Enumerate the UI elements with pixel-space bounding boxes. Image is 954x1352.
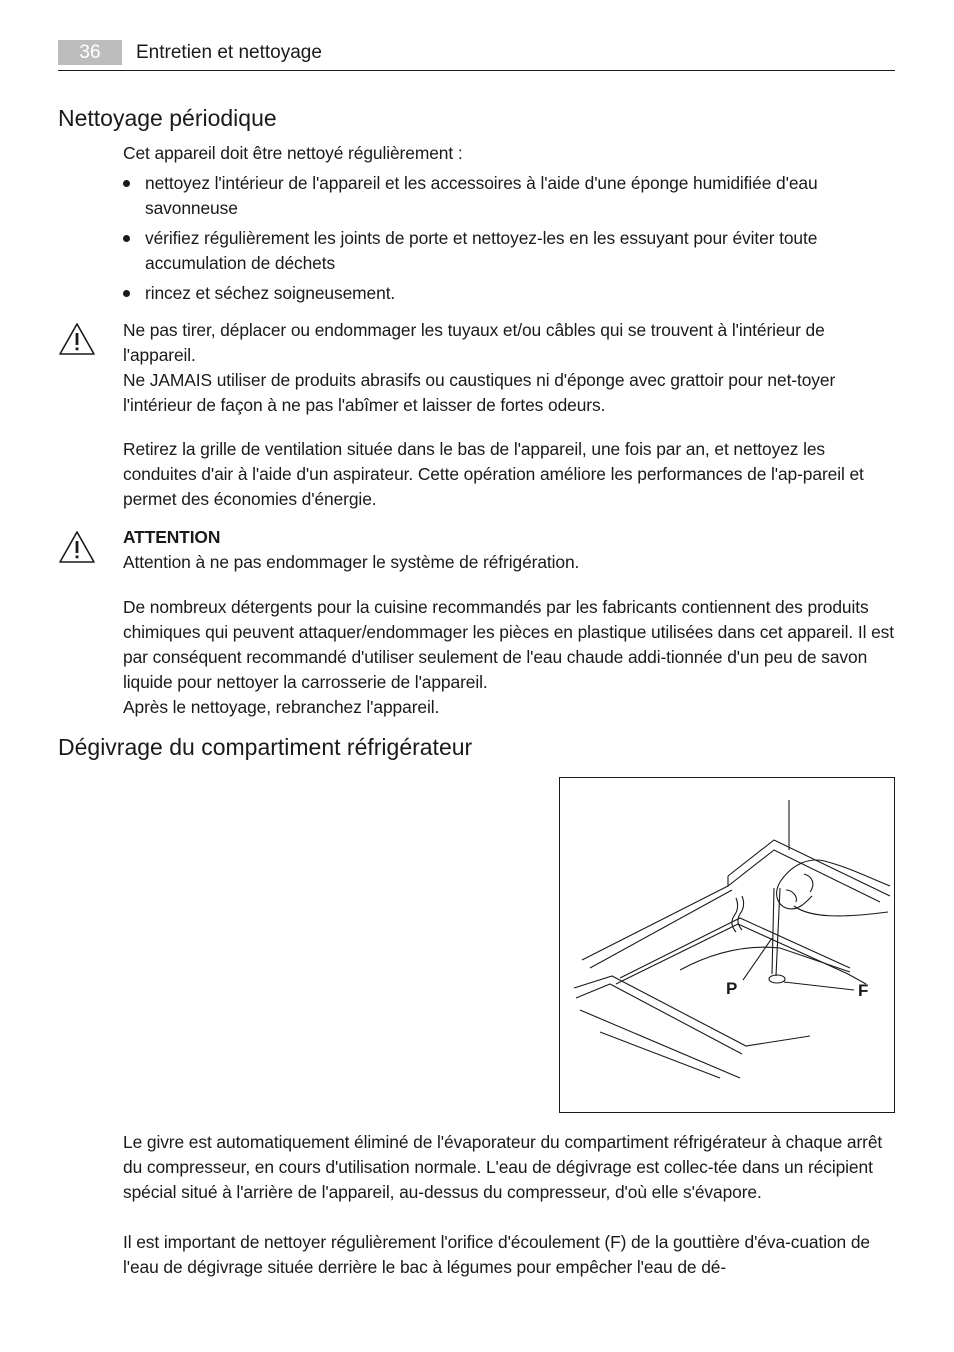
warning-cables: Ne pas tirer, déplacer ou endommager les tuyaux et/ou câbles qui se trouvent à l'intérieur de l'appareil. <box>123 320 825 365</box>
attention-title: ATTENTION <box>123 527 221 547</box>
cleaning-intro: Cet appareil doit être nettoyé régulièrement : <box>123 143 463 163</box>
defrost-drain-illustration <box>559 777 895 1113</box>
list-item: rincez et séchez soigneusement. <box>123 281 898 306</box>
detergents-paragraph: De nombreux détergents pour la cuisine recommandés par les fabricants contiennent des produits chimiques qui peuvent attaquer/endommager les pièces en plastique utilisées dans cet appareil. Il est par conséquent recommandé d'utiliser seulement de l'eau chaude addi-tionnée d'un peu de savon liquide pour nettoyer la carrosserie de l'appareil. <box>123 597 895 692</box>
list-item: vérifiez régulièrement les joints de porte et nettoyez-les en les essuyant pour éviter toute accumulation de déchets <box>123 226 898 276</box>
ventilation-paragraph: Retirez la grille de ventilation située dans le bas de l'appareil, une fois par an, et nettoyez les conduites d'air à l'aide d'un aspirateur. Cette opération améliore les performances de l'ap-pareil et permet des économies d'énergie. <box>123 439 864 509</box>
warning-triangle-icon <box>58 322 96 356</box>
section-title-defrost: Dégivrage du compartiment réfrigérateur <box>58 734 473 760</box>
drain-diagram <box>560 778 894 1112</box>
page-number: 36 <box>58 40 122 65</box>
warning-triangle-icon <box>58 530 96 564</box>
label-p: P <box>726 979 738 998</box>
bullet-icon <box>123 235 130 242</box>
section-title-cleaning: Nettoyage périodique <box>58 105 277 131</box>
bullet-icon <box>123 290 130 297</box>
label-f: F <box>858 981 869 1000</box>
header-divider <box>58 70 895 71</box>
attention-text: Attention à ne pas endommager le système de réfrigération. <box>123 552 580 572</box>
list-item: nettoyez l'intérieur de l'appareil et les accessoires à l'aide d'une éponge humidifiée d'eau savonneuse <box>123 171 898 221</box>
defrost-paragraph-2: Il est important de nettoyer régulièrement l'orifice d'écoulement (F) de la gouttière d'éva-cuation de l'eau de dégivrage située derrière le bac à légumes pour empêcher l'eau de dé- <box>123 1232 870 1277</box>
after-cleaning-text: Après le nettoyage, rebranchez l'appareil. <box>123 697 440 717</box>
warning-abrasives: Ne JAMAIS utiliser de produits abrasifs ou caustiques ni d'éponge avec grattoir pour net-toyer l'intérieur de façon à ne pas l'abîmer et laisser de fortes odeurs. <box>123 370 836 415</box>
bullet-icon <box>123 180 130 187</box>
defrost-paragraph-1: Le givre est automatiquement éliminé de l'évaporateur du compartiment réfrigérateur à chaque arrêt du compresseur, en cours d'utilisation normale. L'eau de dégivrage est collec-tée dans un récipient spécial situé à l'arrière de l'appareil, au-dessus du compresseur, d'où elle s'évapore. <box>123 1132 883 1202</box>
running-head: Entretien et nettoyage <box>136 42 322 63</box>
cleaning-bullet-list <box>123 171 898 311</box>
